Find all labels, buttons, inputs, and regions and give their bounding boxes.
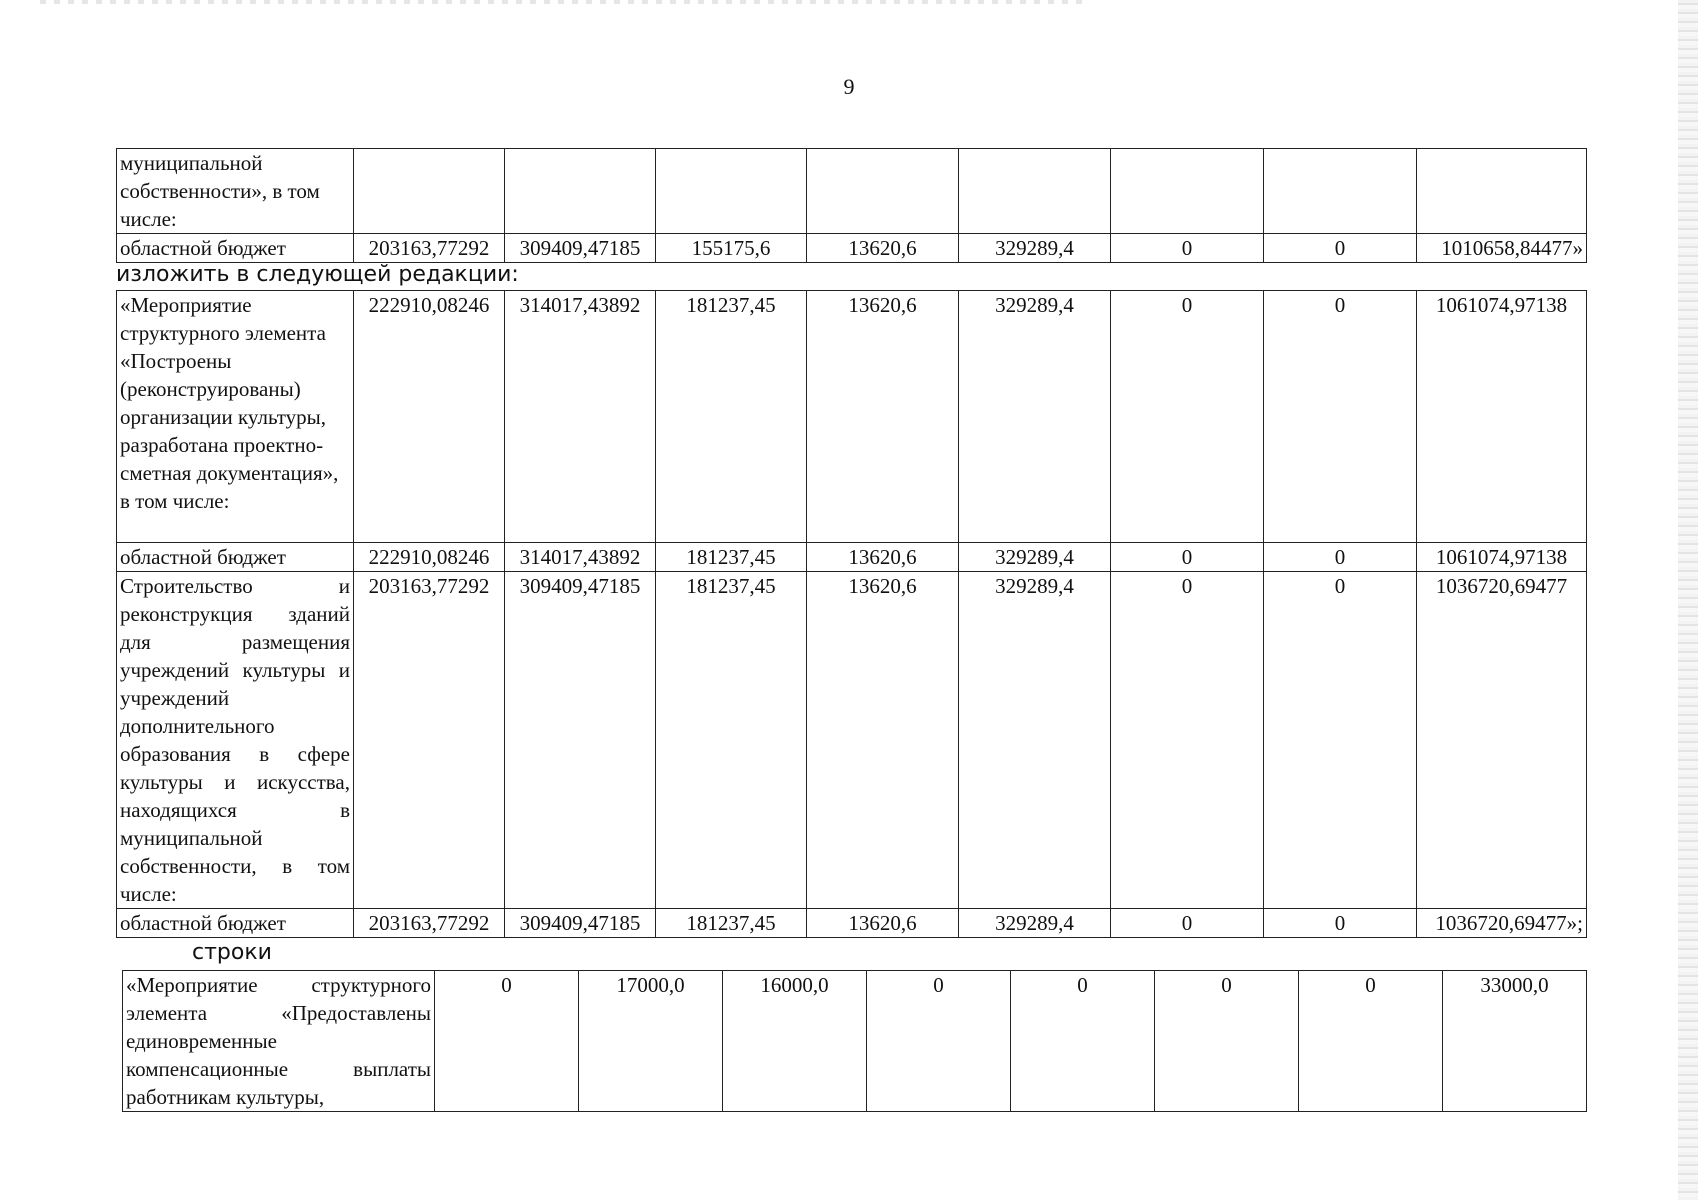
cell-value: 17000,0	[579, 971, 723, 1112]
cell-value	[1264, 149, 1417, 234]
cell-value: 181237,45	[656, 291, 807, 543]
cell-value: 0	[867, 971, 1011, 1112]
row-label: «Мероприятие структурного элемента «Построены (реконструированы) организации культуры, разработана проектно-сметная документация», в том числе:	[117, 291, 354, 543]
cell-value: 0	[1111, 291, 1264, 543]
table-row	[117, 149, 1587, 234]
row-label: «Мероприятие структурного элемента «Предоставлены единовременные компенсационные выплаты работникам культуры,	[123, 971, 435, 1112]
amendment-caption: изложить в следующей редакции:	[116, 262, 519, 287]
cell-value: 309409,47185	[505, 909, 656, 938]
cell-value: 329289,4	[959, 234, 1111, 263]
row-label: областной бюджет	[117, 543, 354, 572]
cell-value: 0	[1264, 543, 1417, 572]
cell-value: 181237,45	[656, 543, 807, 572]
cell-value: 309409,47185	[505, 234, 656, 263]
row-label: областной бюджет	[117, 909, 354, 938]
cell-value: 329289,4	[959, 909, 1111, 938]
row-label: областной бюджет	[117, 234, 354, 263]
cell-value: 13620,6	[807, 572, 959, 909]
lines-caption: строки	[192, 940, 272, 965]
table-row	[123, 971, 1587, 1112]
cell-value: 0	[1111, 572, 1264, 909]
cell-value	[1417, 149, 1587, 234]
cell-value: 0	[1011, 971, 1155, 1112]
compensation-table	[122, 970, 1587, 1112]
cell-value: 13620,6	[807, 543, 959, 572]
cell-value: 13620,6	[807, 291, 959, 543]
row-label: Строительство и реконструкция зданий для размещения учреждений культуры и учреждений дополнительного образования в сфере культуры и искусства, находящихся в муниципальной собственности, в том числе:	[117, 572, 354, 909]
cell-value: 181237,45	[656, 572, 807, 909]
cell-value: 0	[1264, 291, 1417, 543]
cell-value: 0	[1264, 234, 1417, 263]
cell-value: 1010658,84477»	[1417, 234, 1587, 263]
cell-value: 155175,6	[656, 234, 807, 263]
table-row	[117, 572, 1587, 909]
cell-value: 329289,4	[959, 543, 1111, 572]
cell-value: 203163,77292	[354, 234, 505, 263]
cell-value: 1036720,69477	[1417, 572, 1587, 909]
cell-value: 309409,47185	[505, 572, 656, 909]
cell-value: 329289,4	[959, 291, 1111, 543]
cell-value	[505, 149, 656, 234]
budget-table-old	[116, 148, 1587, 263]
cell-value: 0	[435, 971, 579, 1112]
cell-value: 0	[1111, 909, 1264, 938]
cell-value: 0	[1111, 543, 1264, 572]
cell-value: 203163,77292	[354, 909, 505, 938]
cell-value: 314017,43892	[505, 291, 656, 543]
cell-value: 16000,0	[723, 971, 867, 1112]
cell-value: 314017,43892	[505, 543, 656, 572]
cell-value: 0	[1299, 971, 1443, 1112]
cell-value: 0	[1264, 909, 1417, 938]
budget-table-new	[116, 290, 1587, 938]
cell-value: 0	[1155, 971, 1299, 1112]
page-number: 9	[843, 74, 855, 99]
cell-value: 33000,0	[1443, 971, 1587, 1112]
table-row	[117, 234, 1587, 263]
table-row	[117, 543, 1587, 572]
cell-value: 0	[1264, 572, 1417, 909]
cell-value: 203163,77292	[354, 572, 505, 909]
cell-value: 0	[1111, 234, 1264, 263]
scan-artifact-edge	[1678, 0, 1698, 1200]
cell-value: 181237,45	[656, 909, 807, 938]
row-label: муниципальной собственности», в том числе:	[117, 149, 354, 234]
cell-value	[959, 149, 1111, 234]
cell-value: 222910,08246	[354, 543, 505, 572]
cell-value: 13620,6	[807, 234, 959, 263]
cell-value	[807, 149, 959, 234]
cell-value	[354, 149, 505, 234]
cell-value: 1061074,97138	[1417, 291, 1587, 543]
cell-value: 1061074,97138	[1417, 543, 1587, 572]
cell-value: 222910,08246	[354, 291, 505, 543]
cell-value: 329289,4	[959, 572, 1111, 909]
cell-value: 1036720,69477»;	[1417, 909, 1587, 938]
table-row	[117, 909, 1587, 938]
cell-value	[1111, 149, 1264, 234]
table-row	[117, 291, 1587, 543]
scan-artifact-top	[40, 0, 1090, 4]
cell-value	[656, 149, 807, 234]
cell-value: 13620,6	[807, 909, 959, 938]
